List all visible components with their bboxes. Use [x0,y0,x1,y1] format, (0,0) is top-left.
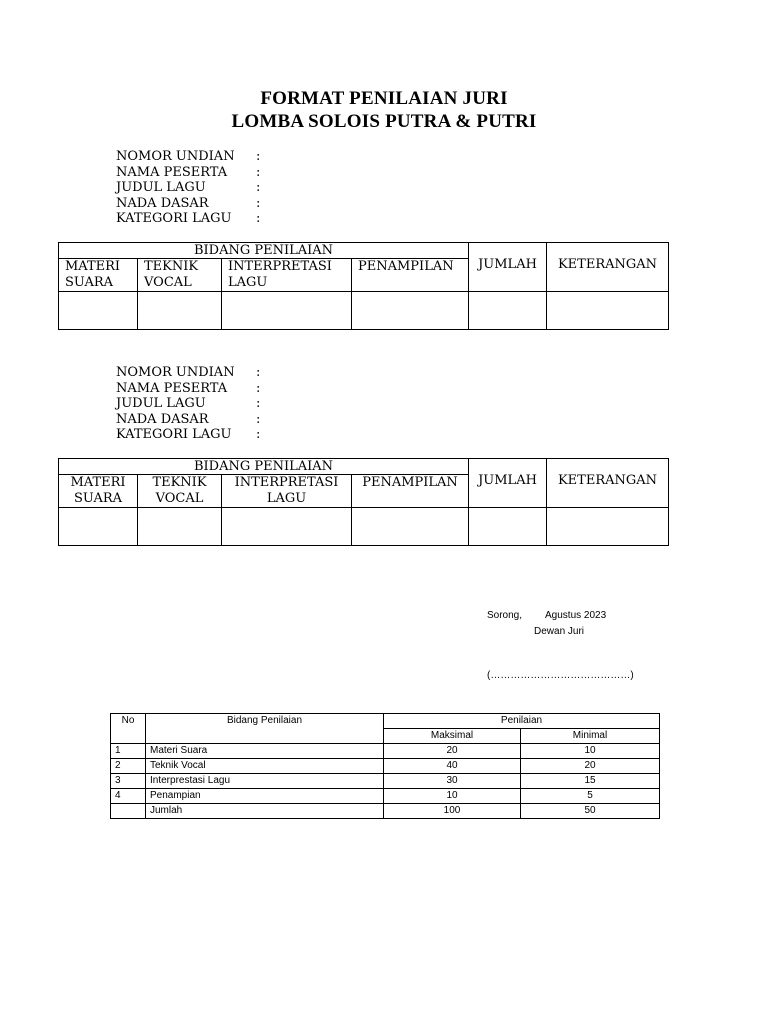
ref-cell-no: 2 [111,759,146,774]
ref-header-penilaian: Penilaian [384,714,660,729]
label-judul-lagu: JUDUL LAGU [116,180,206,195]
colon: : [256,164,261,180]
score-entry-row [59,508,669,546]
ref-cell-maksimal: 40 [384,759,521,774]
header-jumlah: JUMLAH [469,459,547,508]
header-materi-suara: MATERI SUARA [59,475,138,508]
header-interpretasi-lagu: INTERPRETASI LAGU [222,259,352,292]
ref-cell-minimal: 5 [521,789,660,804]
score-cell-interpretasi-lagu[interactable] [222,508,352,546]
info-row-kategori-lagu [116,211,266,227]
score-cell-keterangan[interactable] [547,292,669,330]
ref-cell-minimal: 50 [521,804,660,819]
ref-cell-maksimal: 100 [384,804,521,819]
ref-header-bidang: Bidang Penilaian [146,714,384,744]
header-interpretasi-lagu: INTERPRETASI LAGU [222,475,352,508]
colon: : [256,380,261,396]
header-bidang-penilaian: BIDANG PENILAIAN [59,243,469,259]
header-keterangan: KETERANGAN [547,243,669,292]
table-row [111,744,660,759]
label-nomor-undian: NOMOR UNDIAN [116,365,235,380]
ref-cell-no: 3 [111,774,146,789]
ref-cell-bidang: Teknik Vocal [146,759,384,774]
ref-header-maksimal: Maksimal [384,729,521,744]
table-row [111,774,660,789]
ref-header-minimal: Minimal [521,729,660,744]
label-judul-lagu: JUDUL LAGU [116,396,206,411]
colon: : [256,180,261,195]
header-teknik-vocal: TEKNIK VOCAL [138,475,222,508]
ref-cell-bidang: Jumlah [146,804,384,819]
header-jumlah: JUMLAH [469,243,547,292]
participant-info-2 [116,365,266,443]
form-title: FORMAT PENILAIAN JURI [260,88,508,109]
ref-cell-maksimal: 30 [384,774,521,789]
ref-cell-no: 1 [111,744,146,759]
ref-cell-minimal: 20 [521,759,660,774]
score-cell-jumlah[interactable] [469,508,547,546]
info-row-nama-peserta [116,381,266,397]
ref-cell-maksimal: 20 [384,744,521,759]
colon: : [256,149,261,164]
header-bidang-penilaian: BIDANG PENILAIAN [59,459,469,475]
label-nomor-undian: NOMOR UNDIAN [116,149,235,164]
colon: : [256,396,261,411]
ref-cell-minimal: 10 [521,744,660,759]
header-teknik-vocal: TEKNIK VOCAL [138,259,222,292]
score-cell-keterangan[interactable] [547,508,669,546]
colon: : [256,365,261,380]
info-row-judul-lagu [116,180,266,196]
info-row-kategori-lagu [116,427,266,443]
reference-score-table [110,713,660,819]
signature-role: Dewan Juri [534,626,585,637]
form-subtitle: LOMBA SOLOIS PUTRA & PUTRI [231,111,537,132]
info-row-nama-peserta [116,165,266,181]
header-penampilan: PENAMPILAN [352,259,469,292]
label-kategori-lagu: KATEGORI LAGU [116,211,232,226]
info-row-judul-lagu [116,396,266,412]
score-cell-teknik-vocal[interactable] [138,508,222,546]
signature-date: Agustus 2023 [545,610,607,621]
colon: : [256,427,261,442]
score-table-2 [58,458,669,546]
score-cell-materi-suara[interactable] [59,292,138,330]
label-nama-peserta: NAMA PESERTA [116,380,228,396]
ref-cell-bidang: Penampian [146,789,384,804]
label-nama-peserta: NAMA PESERTA [116,164,228,180]
signature-place: Sorong, [487,610,523,621]
header-materi-suara: MATERI SUARA [59,259,138,292]
score-cell-penampilan[interactable] [352,292,469,330]
score-cell-teknik-vocal[interactable] [138,292,222,330]
info-row-nada-dasar [116,196,266,212]
table-row [111,789,660,804]
ref-cell-bidang: Interprestasi Lagu [146,774,384,789]
score-cell-interpretasi-lagu[interactable] [222,292,352,330]
colon: : [256,211,261,226]
label-kategori-lagu: KATEGORI LAGU [116,427,232,442]
table-row [111,759,660,774]
score-cell-jumlah[interactable] [469,292,547,330]
ref-cell-no [111,804,146,819]
table-row-total [111,804,660,819]
label-nada-dasar: NADA DASAR [116,195,209,211]
score-table-1 [58,242,669,330]
ref-header-no: No [111,714,146,744]
score-cell-materi-suara[interactable] [59,508,138,546]
ref-cell-maksimal: 10 [384,789,521,804]
colon: : [256,195,261,211]
ref-cell-no: 4 [111,789,146,804]
score-cell-penampilan[interactable] [352,508,469,546]
ref-cell-bidang: Materi Suara [146,744,384,759]
participant-info-1 [116,149,266,227]
signature-blank-line: (……………………………………) [487,670,634,681]
colon: : [256,411,261,427]
ref-cell-minimal: 15 [521,774,660,789]
header-keterangan: KETERANGAN [547,459,669,508]
info-row-nomor-undian [116,149,266,165]
info-row-nomor-undian [116,365,266,381]
info-row-nada-dasar [116,412,266,428]
label-nada-dasar: NADA DASAR [116,411,209,427]
score-entry-row [59,292,669,330]
header-penampilan: PENAMPILAN [352,475,469,508]
